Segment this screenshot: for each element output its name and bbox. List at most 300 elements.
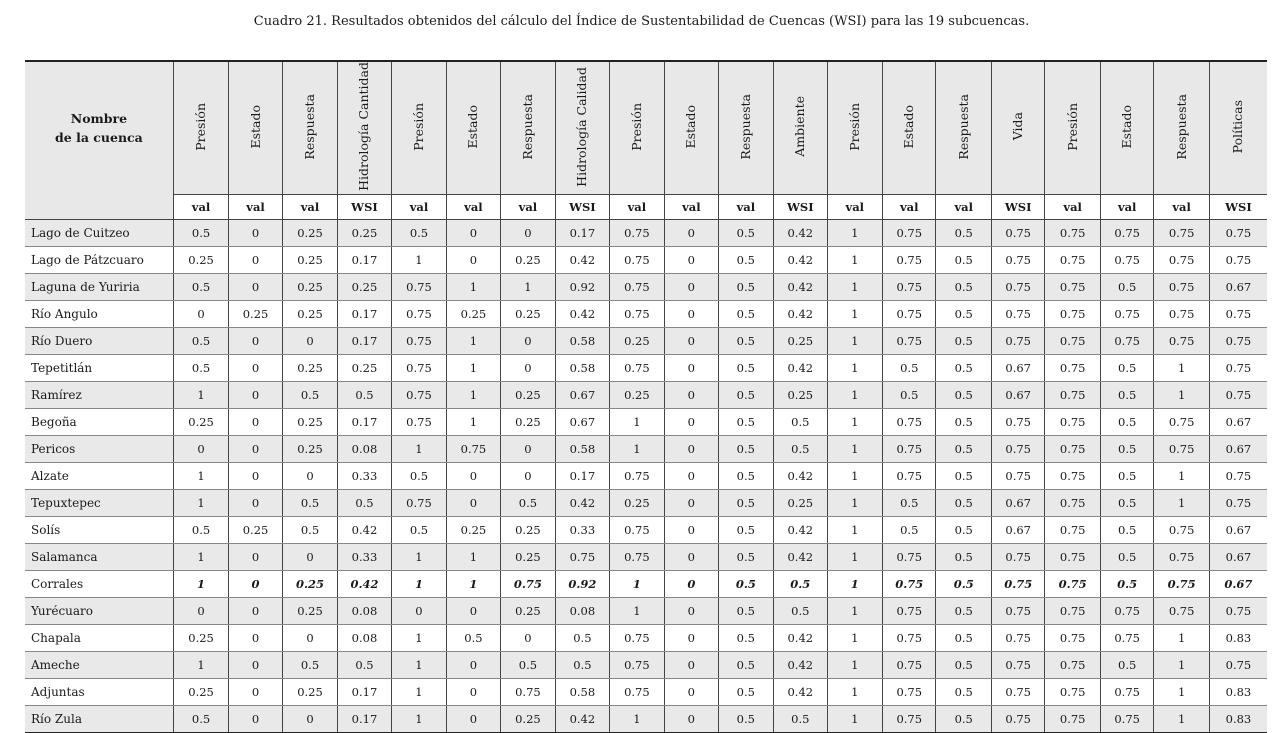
basin-name-cell: Tepuxtepec: [25, 489, 173, 516]
table-row: [25, 246, 1267, 273]
column-subheader: val: [282, 194, 337, 219]
value-cell: 1: [609, 570, 664, 597]
basin-name-subheader: [25, 194, 173, 219]
value-cell: 0.5: [338, 489, 391, 516]
value-cell: 1: [827, 705, 882, 732]
value-cell: 0.67: [556, 381, 609, 408]
value-cell: 0.75: [1154, 219, 1209, 246]
value-cell: 0.75: [991, 678, 1044, 705]
value-cell: 0: [229, 651, 282, 678]
value-cell: 0.5: [1100, 408, 1153, 435]
table-row: [25, 570, 1267, 597]
column-subheader: WSI: [556, 194, 609, 219]
value-cell: 0.75: [556, 543, 609, 570]
value-cell: 0.75: [1209, 246, 1267, 273]
basin-name-cell: Salamanca: [25, 543, 173, 570]
column-subheader: val: [609, 194, 664, 219]
column-header-label: Respuesta: [302, 93, 317, 160]
value-cell: 0: [229, 570, 282, 597]
value-cell: 0.5: [936, 381, 991, 408]
basin-name-cell: Ameche: [25, 651, 173, 678]
value-cell: 0.5: [338, 651, 391, 678]
value-cell: 0.75: [500, 678, 555, 705]
value-cell: 0: [229, 597, 282, 624]
value-cell: 1: [447, 408, 500, 435]
value-cell: 0: [229, 381, 282, 408]
basin-name-cell: Pericos: [25, 435, 173, 462]
column-header-label: Estado: [1119, 104, 1135, 149]
value-cell: 0: [229, 543, 282, 570]
value-cell: 0.67: [1209, 516, 1267, 543]
value-cell: 0.5: [391, 462, 446, 489]
table-body: [25, 219, 1267, 732]
value-cell: 0.75: [1209, 300, 1267, 327]
column-header-label: Respuesta: [955, 93, 971, 160]
column-subheader: val: [1100, 194, 1153, 219]
column-header: [556, 61, 609, 194]
value-cell: 0.75: [991, 705, 1044, 732]
value-cell: 0: [282, 543, 337, 570]
value-cell: 0.25: [282, 435, 337, 462]
value-cell: 0.5: [1100, 651, 1153, 678]
value-cell: 0.33: [556, 516, 609, 543]
value-cell: 1: [827, 597, 882, 624]
value-cell: 0.75: [391, 408, 446, 435]
value-cell: 0.75: [391, 381, 446, 408]
value-cell: 0.42: [338, 516, 391, 543]
value-cell: 0.75: [991, 219, 1044, 246]
value-cell: 0.5: [447, 624, 500, 651]
value-cell: 0.75: [883, 408, 936, 435]
column-header-label: Estado: [465, 104, 481, 149]
value-cell: 0.75: [991, 300, 1044, 327]
value-cell: 0.75: [991, 597, 1044, 624]
value-cell: 1: [447, 543, 500, 570]
value-cell: 0.5: [173, 354, 228, 381]
column-subheader: val: [936, 194, 991, 219]
value-cell: 0.42: [556, 489, 609, 516]
table-row: [25, 651, 1267, 678]
column-header-label: Ambiente: [792, 96, 808, 157]
value-cell: 0: [391, 597, 446, 624]
value-cell: 1: [500, 273, 555, 300]
value-cell: 0.75: [883, 570, 936, 597]
basin-name-header-line1: Nombre: [70, 111, 128, 127]
column-subheader: WSI: [774, 194, 827, 219]
value-cell: 0.5: [936, 408, 991, 435]
value-cell: 1: [827, 273, 882, 300]
value-cell: 0.17: [338, 327, 391, 354]
value-cell: 0.75: [1045, 246, 1100, 273]
value-cell: 0.25: [500, 543, 555, 570]
value-cell: 0.75: [609, 651, 664, 678]
value-cell: 0.5: [718, 678, 773, 705]
value-cell: 0.58: [556, 327, 609, 354]
value-cell: 0.25: [500, 408, 555, 435]
value-cell: 0.42: [774, 651, 827, 678]
value-cell: 0.5: [282, 651, 337, 678]
value-cell: 0.92: [556, 273, 609, 300]
value-cell: 0.25: [774, 381, 827, 408]
value-cell: 0.75: [1100, 327, 1153, 354]
value-cell: 0.08: [556, 597, 609, 624]
value-cell: 0: [665, 597, 718, 624]
value-cell: 0: [500, 624, 555, 651]
value-cell: 0.5: [1100, 489, 1153, 516]
value-cell: 0.5: [936, 678, 991, 705]
value-cell: 0.5: [1100, 354, 1153, 381]
value-cell: 0.5: [936, 300, 991, 327]
basin-name-cell: Corrales: [25, 570, 173, 597]
value-cell: 1: [447, 327, 500, 354]
value-cell: 0.75: [883, 246, 936, 273]
value-cell: 0.75: [1154, 273, 1209, 300]
value-cell: 0.5: [718, 354, 773, 381]
column-header: [229, 61, 282, 194]
value-cell: 1: [827, 543, 882, 570]
value-cell: 0.75: [883, 543, 936, 570]
table-row: [25, 489, 1267, 516]
value-cell: 0: [173, 597, 228, 624]
value-cell: 0.25: [500, 597, 555, 624]
value-cell: 0.42: [774, 678, 827, 705]
value-cell: 0.67: [991, 354, 1044, 381]
value-cell: 0: [173, 300, 228, 327]
value-cell: 0: [229, 435, 282, 462]
value-cell: 0: [500, 435, 555, 462]
value-cell: 0.42: [774, 516, 827, 543]
column-header-label: Presión: [193, 102, 209, 151]
column-subheader: val: [1045, 194, 1100, 219]
value-cell: 0.5: [556, 651, 609, 678]
value-cell: 0.25: [282, 678, 337, 705]
value-cell: 1: [447, 381, 500, 408]
column-header: [609, 61, 664, 194]
value-cell: 0.75: [991, 624, 1044, 651]
value-cell: 0.17: [556, 462, 609, 489]
value-cell: 0.5: [936, 489, 991, 516]
value-cell: 0.75: [1045, 651, 1100, 678]
value-cell: 0.75: [883, 300, 936, 327]
value-cell: 0.75: [1045, 543, 1100, 570]
value-cell: 0.5: [282, 381, 337, 408]
table-row: [25, 354, 1267, 381]
column-subheader: val: [665, 194, 718, 219]
value-cell: 0: [173, 435, 228, 462]
value-cell: 0.42: [774, 543, 827, 570]
value-cell: 1: [827, 300, 882, 327]
value-cell: 0.75: [1045, 570, 1100, 597]
value-cell: 0: [229, 624, 282, 651]
value-cell: 0.75: [1209, 462, 1267, 489]
value-cell: 1: [173, 489, 228, 516]
value-cell: 0.5: [718, 597, 773, 624]
value-cell: 0.5: [936, 516, 991, 543]
value-cell: 0.5: [173, 219, 228, 246]
value-cell: 0.5: [718, 381, 773, 408]
value-cell: 0.75: [883, 624, 936, 651]
value-cell: 0.33: [338, 462, 391, 489]
column-subheader: val: [173, 194, 228, 219]
value-cell: 0.08: [338, 624, 391, 651]
value-cell: 0.5: [338, 381, 391, 408]
column-subheader: val: [883, 194, 936, 219]
value-cell: 0.75: [1045, 354, 1100, 381]
value-cell: 0.5: [936, 624, 991, 651]
basin-name-cell: Lago de Cuitzeo: [25, 219, 173, 246]
value-cell: 0.25: [282, 300, 337, 327]
value-cell: 0.75: [1154, 516, 1209, 543]
table-row: [25, 624, 1267, 651]
value-cell: 0.75: [1045, 327, 1100, 354]
value-cell: 0.75: [1154, 408, 1209, 435]
value-cell: 0.5: [936, 705, 991, 732]
value-cell: 0.25: [282, 354, 337, 381]
value-cell: 0.25: [500, 381, 555, 408]
value-cell: 0.5: [883, 381, 936, 408]
value-cell: 0: [229, 489, 282, 516]
value-cell: 1: [827, 489, 882, 516]
value-cell: 0.75: [391, 354, 446, 381]
value-cell: 0: [447, 219, 500, 246]
table-row: [25, 678, 1267, 705]
value-cell: 0.75: [1209, 651, 1267, 678]
value-cell: 0.75: [609, 516, 664, 543]
value-cell: 1: [447, 354, 500, 381]
column-header-label: Estado: [901, 104, 917, 149]
value-cell: 0.75: [883, 219, 936, 246]
value-cell: 0.5: [173, 273, 228, 300]
value-cell: 0.25: [173, 246, 228, 273]
value-cell: 0.75: [883, 705, 936, 732]
value-cell: 0.17: [338, 246, 391, 273]
value-cell: 0.08: [338, 597, 391, 624]
value-cell: 0: [229, 678, 282, 705]
value-cell: 1: [173, 543, 228, 570]
value-cell: 0.5: [1100, 381, 1153, 408]
value-cell: 1: [391, 678, 446, 705]
column-header: [883, 61, 936, 194]
value-cell: 0.75: [1100, 300, 1153, 327]
value-cell: 0.42: [556, 705, 609, 732]
value-cell: 0.5: [500, 651, 555, 678]
value-cell: 0.5: [391, 516, 446, 543]
column-header: [338, 61, 391, 194]
value-cell: 1: [827, 516, 882, 543]
value-cell: 1: [391, 570, 446, 597]
value-cell: 0.25: [173, 678, 228, 705]
column-subheader: val: [447, 194, 500, 219]
value-cell: 0: [229, 408, 282, 435]
value-cell: 1: [609, 705, 664, 732]
value-cell: 1: [827, 246, 882, 273]
value-cell: 1: [391, 246, 446, 273]
value-cell: 1: [173, 462, 228, 489]
value-cell: 0: [665, 651, 718, 678]
value-cell: 0.5: [774, 570, 827, 597]
value-cell: 0.58: [556, 354, 609, 381]
value-cell: 1: [609, 597, 664, 624]
column-header: [282, 61, 337, 194]
value-cell: 0.75: [1045, 435, 1100, 462]
value-cell: 1: [391, 624, 446, 651]
value-cell: 0.67: [1209, 273, 1267, 300]
value-cell: 0.5: [1100, 462, 1153, 489]
value-cell: 0.75: [1045, 381, 1100, 408]
value-cell: 1: [827, 327, 882, 354]
value-cell: 0.67: [1209, 435, 1267, 462]
value-cell: 0.5: [936, 543, 991, 570]
column-header-label: Hidrología Cantidad: [356, 62, 372, 191]
column-header: [936, 61, 991, 194]
value-cell: 0.75: [991, 246, 1044, 273]
value-cell: 0.42: [774, 273, 827, 300]
value-cell: 0.67: [1209, 543, 1267, 570]
value-cell: 0.25: [609, 381, 664, 408]
value-cell: 0.5: [718, 327, 773, 354]
value-cell: 0.25: [282, 246, 337, 273]
value-cell: 0.25: [229, 516, 282, 543]
value-cell: 0.75: [1209, 354, 1267, 381]
value-cell: 0.75: [883, 273, 936, 300]
table-row: [25, 435, 1267, 462]
value-cell: 0.42: [774, 219, 827, 246]
value-cell: 0.75: [1100, 678, 1153, 705]
value-cell: 0.75: [991, 570, 1044, 597]
value-cell: 0.75: [883, 435, 936, 462]
value-cell: 0.75: [1045, 597, 1100, 624]
basin-name-header-line2: de la cuenca: [55, 130, 143, 146]
value-cell: 1: [1154, 489, 1209, 516]
value-cell: 0.58: [556, 435, 609, 462]
value-cell: 1: [827, 570, 882, 597]
value-cell: 1: [173, 570, 228, 597]
value-cell: 0.5: [936, 219, 991, 246]
value-cell: 0.5: [718, 543, 773, 570]
value-cell: 0: [665, 543, 718, 570]
value-cell: 1: [827, 462, 882, 489]
column-header: [1209, 61, 1267, 194]
value-cell: 0.75: [991, 462, 1044, 489]
value-cell: 0.25: [282, 597, 337, 624]
value-cell: 0.25: [609, 327, 664, 354]
value-cell: 0.5: [718, 435, 773, 462]
column-header-label: Presión: [846, 102, 862, 151]
value-cell: 0.75: [1100, 597, 1153, 624]
value-cell: 0.67: [991, 381, 1044, 408]
value-cell: 0.42: [774, 354, 827, 381]
wsi-results-table: [25, 60, 1267, 733]
value-cell: 0.67: [1209, 570, 1267, 597]
value-cell: 0.75: [1045, 705, 1100, 732]
value-cell: 0.5: [774, 705, 827, 732]
value-cell: 0.25: [229, 300, 282, 327]
column-header-label: Presión: [410, 102, 426, 151]
value-cell: 0.5: [173, 516, 228, 543]
value-cell: 0: [447, 651, 500, 678]
basin-name-cell: Alzate: [25, 462, 173, 489]
value-cell: 0.75: [609, 300, 664, 327]
header-row: [25, 61, 1267, 194]
value-cell: 0: [665, 570, 718, 597]
value-cell: 0.08: [338, 435, 391, 462]
value-cell: 0: [665, 435, 718, 462]
value-cell: 0.75: [391, 273, 446, 300]
value-cell: 0.25: [500, 705, 555, 732]
column-header-label: Estado: [247, 104, 263, 149]
column-subheader: WSI: [991, 194, 1044, 219]
value-cell: 0.75: [1045, 219, 1100, 246]
value-cell: 0: [500, 462, 555, 489]
value-cell: 0: [229, 354, 282, 381]
value-cell: 0: [665, 624, 718, 651]
basin-name-cell: Río Angulo: [25, 300, 173, 327]
column-header-label: Presión: [1064, 102, 1080, 151]
column-header: [1045, 61, 1100, 194]
value-cell: 0.75: [991, 543, 1044, 570]
column-subheader: val: [229, 194, 282, 219]
basin-name-cell: Tepetitlán: [25, 354, 173, 381]
value-cell: 0.5: [718, 624, 773, 651]
value-cell: 0.67: [556, 408, 609, 435]
value-cell: 0.33: [338, 543, 391, 570]
column-subheader: WSI: [1209, 194, 1267, 219]
value-cell: 0.67: [991, 516, 1044, 543]
column-header: [1154, 61, 1209, 194]
value-cell: 0.25: [338, 219, 391, 246]
value-cell: 0.5: [718, 516, 773, 543]
value-cell: 0.75: [1045, 624, 1100, 651]
value-cell: 0: [665, 354, 718, 381]
column-header: [391, 61, 446, 194]
value-cell: 0: [447, 705, 500, 732]
value-cell: 0: [665, 381, 718, 408]
column-header-label: Respuesta: [519, 93, 535, 160]
value-cell: 0.25: [500, 246, 555, 273]
column-header-label: Políticas: [1230, 99, 1246, 154]
value-cell: 0: [665, 219, 718, 246]
value-cell: 1: [391, 435, 446, 462]
value-cell: 0.5: [774, 435, 827, 462]
basin-name-cell: Begoña: [25, 408, 173, 435]
value-cell: 0.25: [173, 408, 228, 435]
value-cell: 0.5: [1100, 273, 1153, 300]
table-row: [25, 516, 1267, 543]
value-cell: 0.75: [1209, 381, 1267, 408]
value-cell: 0.75: [1045, 462, 1100, 489]
value-cell: 1: [609, 408, 664, 435]
value-cell: 1: [1154, 354, 1209, 381]
value-cell: 0.67: [991, 489, 1044, 516]
value-cell: 0.5: [718, 462, 773, 489]
value-cell: 0.42: [774, 624, 827, 651]
value-cell: 0.75: [1154, 300, 1209, 327]
value-cell: 0: [500, 327, 555, 354]
value-cell: 1: [173, 651, 228, 678]
value-cell: 0.25: [173, 624, 228, 651]
value-cell: 0.75: [1209, 327, 1267, 354]
column-header-label: Vida: [1010, 112, 1026, 141]
column-subheader: WSI: [338, 194, 391, 219]
column-header: [173, 61, 228, 194]
value-cell: 0.75: [883, 597, 936, 624]
value-cell: 0.5: [936, 435, 991, 462]
value-cell: 1: [1154, 462, 1209, 489]
value-cell: 1: [827, 435, 882, 462]
value-cell: 0.5: [500, 489, 555, 516]
value-cell: 0.75: [991, 327, 1044, 354]
value-cell: 0.75: [391, 327, 446, 354]
